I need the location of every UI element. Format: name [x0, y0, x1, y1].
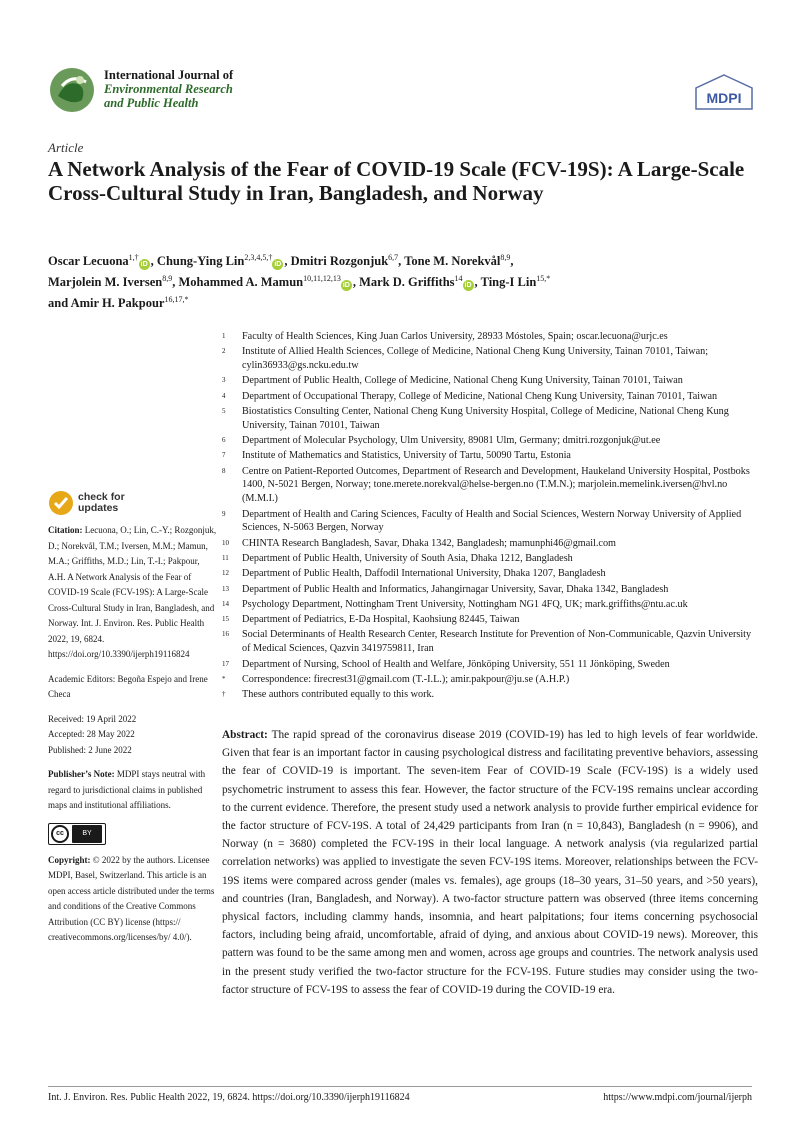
- journal-logo: [48, 66, 96, 114]
- affiliation-item: [222, 658, 762, 672]
- author-affiliation-marker: 14: [454, 274, 463, 283]
- affiliation-item: [222, 567, 762, 581]
- published-date: Published: 2 June 2022: [48, 744, 132, 755]
- affiliation-number: 8: [222, 466, 226, 475]
- affiliation-text: Department of Health and Caring Sciences, Faculty of Health and Social Sciences, Western Norway University of Applied Sciences, N-5063 Bergen, Norway: [242, 508, 742, 534]
- affiliation-item: [222, 613, 762, 627]
- author-separator: ,: [150, 254, 157, 268]
- affiliation-text: Department of Nursing, School of Health and Welfare, Jönköping University, 551 11 Jönköping, Sweden: [242, 658, 670, 670]
- journal-name-line3: and Public Health: [104, 96, 199, 110]
- affiliation-text: Department of Public Health, Daffodil International University, Dhaka 1207, Bangladesh: [242, 568, 606, 580]
- author-affiliation-marker: 1,†: [128, 253, 139, 262]
- check-updates-text: [78, 492, 125, 514]
- author-name: Oscar Lecuona: [48, 254, 129, 268]
- dates-block: [48, 712, 218, 759]
- affiliation-text: Department of Public Health and Informatics, Jahangirnagar University, Savar, Dhaka 1342, Bangladesh: [242, 583, 669, 595]
- affiliation-text: Biostatistics Consulting Center, National Cheng Kung University Hospital, College of Medicine, National Cheng Kung University, Tainan 70101, Taiwan: [242, 405, 729, 431]
- affiliation-text: Institute of Mathematics and Statistics, University of Tartu, 50090 Tartu, Estonia: [242, 450, 571, 462]
- affiliation-item: [222, 449, 762, 463]
- publisher-note: [48, 767, 218, 814]
- article-title: A Network Analysis of the Fear of COVID-19 Scale (FCV-19S): A Large-Scale Cross-Cultural Study in Iran, Bangladesh, and Norway: [48, 157, 745, 205]
- by-icon: BY: [72, 825, 102, 843]
- orcid-icon[interactable]: iD: [464, 282, 472, 289]
- publisher-name: MDPI: [706, 90, 742, 106]
- author-name: Mohammed A. Mamun: [178, 275, 304, 289]
- affiliation-item: [222, 552, 762, 566]
- affiliation-text: Institute of Allied Health Sciences, College of Medicine, National Cheng Kung University, Tainan 70101, Taiwan; cylin36933@gs.ncku.edu.tw: [242, 346, 709, 372]
- abstract-label: Abstract:: [222, 729, 268, 741]
- accepted-date: Accepted: 28 May 2022: [48, 729, 135, 739]
- affiliation-item: [222, 330, 762, 344]
- affiliation-item: [222, 345, 762, 373]
- affiliation-number: 9: [222, 509, 226, 518]
- author-affiliation-marker: 6,7: [388, 253, 399, 262]
- affiliation-item: [222, 628, 762, 656]
- author-affiliation-marker: 16,17,*: [164, 295, 189, 304]
- affiliation-text: CHINTA Research Bangladesh, Savar, Dhaka 1342, Bangladesh; mamunphi46@gmail.com: [242, 537, 616, 549]
- author-name: Dmitri Rozgonjuk: [290, 254, 389, 268]
- abstract: [222, 726, 758, 999]
- affiliation-text: Centre on Patient-Reported Outcomes, Department of Research and Development, Haukeland University Hospital, Postboks 1400, N-5021 Bergen, Norway; tone.merete.norekval@helse-bergen.no (T.M.N.); marjolein.memelink.iversen@hvl.no (M.M.I.): [242, 465, 750, 505]
- affiliation-number: 10: [222, 538, 229, 547]
- check-updates-icon: [48, 490, 74, 516]
- affiliation-number: 16: [222, 630, 229, 639]
- author-separator: ,: [510, 254, 514, 268]
- affiliation-item: [222, 374, 762, 388]
- copyright-label: Copyright:: [48, 854, 91, 865]
- abstract-text: The rapid spread of the coronavirus disease 2019 (COVID-19) has led to high levels of fear worldwide. Given that fear is an important factor in causing psychological distress and facilitating preventive behaviors, assessing the fear of COVID-19 is important. The seven-item Fear of COVID-19 Scale (FCV-19S) is a widely used psychometric instrument to assess this fear. However, the factor structure of the FCV-19S remains unclear according to the current evidence. Therefore, the present study used a network analysis to provide further empirical evidence for the factor structure of FCV-19S. A total of 24,429 participants from Iran (n = 10,843), Bangladesh (n = 9906), and Norway (n = 3680) completed the FCV-19S in their local language. A network analysis (via regularized partial correlation networks) was applied to investigate the seven FCV-19S items. Moreover, relationships between the FCV-19S items were compared across gender (males vs. females), age groups (18–30 years, 31–50 years, and >50 years), and countries (Iran, Bangladesh, and Norway). A two-factor structure pattern was observed (three items concerning physical factors, including clammy hands, insomnia, and heart palpitations; four items concerning psychosocial factors, including being afraid, uncomfortable, afraid of dying, and anxious about COVID-19 news). Moreover, this pattern was found to be the same among men and women, across age groups and countries. The network analysis used in the present study verified the two-factor structure for the FCV-19S. Future studies may consider using the two-factor structure of FCV-19S to assess the fear of COVID-19 during the COVID-19 era.: [222, 729, 758, 996]
- affiliation-number: 11: [222, 553, 229, 562]
- affiliation-number: 12: [222, 569, 229, 578]
- copyright-block: [48, 853, 218, 946]
- affiliation-number: 3: [222, 376, 226, 385]
- affiliation-list: [222, 330, 762, 703]
- affiliation-number: 5: [222, 406, 226, 415]
- publisher-note-label: Publisher’s Note:: [48, 769, 115, 779]
- publisher-note-text: MDPI stays neutral with regard to jurisdictional claims in published maps and institutional affiliations.: [48, 769, 206, 810]
- affiliation-text: Psychology Department, Nottingham Trent University, Nottingham NG1 4FQ, UK; mark.griffiths@ntu.ac.uk: [242, 598, 688, 610]
- author-list: [48, 249, 768, 312]
- affiliation-number: 2: [222, 347, 226, 356]
- footer-journal-url[interactable]: https://www.mdpi.com/journal/ijerph: [603, 1092, 752, 1103]
- affiliation-text: Correspondence: firecrest31@gmail.com (T.-I.L.); amir.pakpour@ju.se (A.H.P.): [242, 673, 570, 685]
- journal-name: [104, 68, 233, 110]
- orcid-icon[interactable]: iD: [140, 261, 148, 268]
- copyright-text: © 2022 by the authors. Licensee MDPI, Basel, Switzerland. This article is an open access article distributed under the terms and conditions of the Creative Commons Attribution (CC BY) license (https:// creativecommons.org/licenses/by/ 4.0/).: [48, 854, 215, 942]
- citation-block: [48, 523, 218, 663]
- journal-name-line1: International Journal of: [104, 68, 234, 82]
- author-affiliation-marker: 10,11,12,13: [303, 274, 341, 283]
- received-date: Received: 19 April 2022: [48, 713, 137, 724]
- mdpi-logo: [694, 74, 754, 110]
- journal-name-line2: Environmental Research: [104, 82, 233, 96]
- affiliation-item: [222, 688, 762, 702]
- affiliation-number: 17: [222, 659, 229, 668]
- affiliation-number: *: [222, 674, 226, 683]
- author-affiliation-marker: 15,*: [536, 274, 551, 283]
- affiliation-text: Department of Public Health, College of Medicine, National Cheng Kung University, Tainan 70101, Taiwan: [242, 375, 683, 387]
- affiliation-item: [222, 598, 762, 612]
- sidebar: [48, 523, 218, 955]
- affiliation-number: 6: [222, 436, 226, 445]
- affiliation-item: [222, 465, 762, 506]
- affiliation-item: [222, 673, 762, 687]
- author-affiliation-marker: 2,3,4,5,†: [244, 253, 273, 262]
- affiliation-text: Department of Public Health, University of South Asia, Dhaka 1212, Bangladesh: [242, 552, 573, 564]
- affiliation-number: 14: [222, 599, 229, 608]
- affiliation-number: †: [222, 690, 226, 699]
- author-name: Chung-Ying Lin: [156, 254, 245, 268]
- affiliation-number: 7: [222, 451, 226, 460]
- author-name: and Amir H. Pakpour: [48, 296, 165, 310]
- affiliation-text: These authors contributed equally to this work.: [242, 689, 435, 701]
- affiliation-item: [222, 405, 762, 433]
- citation-text: Lecuona, O.; Lin, C.-Y.; Rozgonjuk, D.; Norekvål, T.M.; Iversen, M.M.; Mamun, M.A.; Griffiths, M.D.; Lin, T.-I.; Pakpour, A.H. A Network Analysis of the Fear of COVID-19 Scale (FCV-19S): A Large-Scale Cross-Cultural Study in Iran, Bangladesh, and Norway. Int. J. Environ. Res. Public Health 2022, 19, 6824. https://doi.org/10.3390/ijerph19116824: [48, 525, 217, 659]
- affiliation-item: [222, 434, 762, 448]
- orcid-icon[interactable]: iD: [274, 261, 282, 268]
- affiliation-number: 4: [222, 391, 226, 400]
- affiliation-number: 13: [222, 584, 229, 593]
- article-type: Article: [48, 140, 84, 155]
- cc-by-license-badge[interactable]: [48, 823, 106, 845]
- author-affiliation-marker: 8,9: [500, 253, 511, 262]
- author-separator: ,: [398, 254, 405, 268]
- cc-icon: cc: [51, 825, 69, 843]
- affiliation-text: Social Determinants of Health Research Center, Research Institute for Prevention of Non-Communicable, Qazvin University of Medical Sciences, Qazvin 3419759811, Iran: [242, 629, 752, 655]
- citation-label: Citation:: [48, 525, 83, 535]
- author-separator: ,: [474, 275, 481, 289]
- author-name: Marjolein M. Iversen: [48, 275, 163, 289]
- footer-divider: [48, 1086, 752, 1087]
- affiliation-number: 1: [222, 332, 226, 340]
- footer-citation: Int. J. Environ. Res. Public Health 2022, 19, 6824. https://doi.org/10.3390/ijerph19116824: [48, 1092, 410, 1103]
- author-name: Ting-I Lin: [480, 275, 537, 289]
- check-updates-line2: updates: [78, 502, 119, 514]
- affiliation-text: Department of Pediatrics, E-Da Hospital, Kaohsiung 82445, Taiwan: [242, 614, 520, 626]
- affiliation-item: [222, 583, 762, 597]
- author-name: Mark D. Griffiths: [359, 275, 455, 289]
- affiliation-item: [222, 537, 762, 551]
- check-for-updates-badge[interactable]: [48, 490, 168, 520]
- affiliation-item: [222, 390, 762, 404]
- affiliation-number: 15: [222, 615, 229, 624]
- check-updates-line1: check for: [78, 491, 125, 503]
- author-separator: ,: [172, 275, 179, 289]
- affiliation-text: Department of Occupational Therapy, College of Medicine, National Cheng Kung University, Tainan 70101, Taiwan: [242, 390, 718, 402]
- affiliation-text: Department of Molecular Psychology, Ulm University, 89081 Ulm, Germany; dmitri.rozgonjuk@ut.ee: [242, 435, 661, 447]
- affiliation-item: [222, 508, 762, 536]
- author-separator: ,: [352, 275, 360, 289]
- author-affiliation-marker: 8,9: [162, 274, 173, 283]
- affiliation-text: Faculty of Health Sciences, King Juan Carlos University, 28933 Móstoles, Spain; oscar.lecuona@urjc.es: [242, 331, 668, 342]
- author-name: Tone M. Norekvål: [404, 254, 501, 268]
- academic-editors: Academic Editors: Begoña Espejo and Irene Checa: [48, 673, 208, 699]
- orcid-icon[interactable]: iD: [342, 282, 350, 289]
- author-separator: ,: [284, 254, 291, 268]
